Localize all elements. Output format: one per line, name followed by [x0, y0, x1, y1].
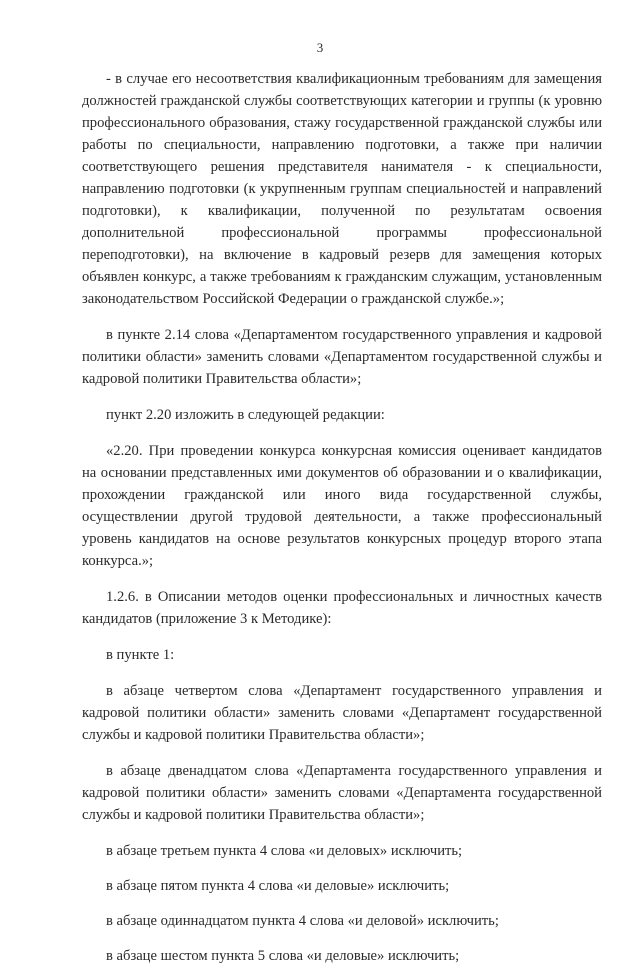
paragraph-point-5-sixth: в абзаце шестом пункта 5 слова «и деловые» исключить; — [106, 948, 460, 964]
paragraph-point-1: в пункте 1: — [106, 647, 175, 663]
paragraph-point-4-eleventh: в абзаце одиннадцатом пункта 4 слова «и деловой» исключить; — [106, 913, 499, 929]
paragraph-item-2-20-text: «2.20. При проведении конкурса конкурсная комиссия оценивает кандидатов на основании представленных ими документов об образовании и о квалификации, прохождении гражданской или иного вида государственной службы, осуществлении другой трудовой деятельности, а также профессиональный уровень кандидатов на основе результатов конкурсных процедур второго этапа конкурса.»; — [82, 443, 602, 569]
paragraph-item-1-2-6: 1.2.6. в Описании методов оценки профессиональных и личностных качеств кандидатов (приложение 3 к Методике): — [82, 589, 602, 627]
paragraph-item-2-14: в пункте 2.14 слова «Департаментом государственного управления и кадровой политики области» заменить словами «Департаментом государственной службы и кадровой политики Правительства области»; — [82, 327, 602, 387]
document-body — [82, 68, 602, 980]
paragraph-point-4-third: в абзаце третьем пункта 4 слова «и деловых» исключить; — [106, 843, 463, 859]
paragraph-point-4-fifth: в абзаце пятом пункта 4 слова «и деловые» исключить; — [106, 878, 450, 894]
page-number: 3 — [316, 40, 324, 55]
paragraph-fourth-abzac: в абзаце четвертом слова «Департамент государственного управления и кадровой политики области» заменить словами «Департамент государственной службы и кадровой политики Правительства области»; — [82, 683, 602, 743]
paragraph-item-2-20-intro: пункт 2.20 изложить в следующей редакции: — [106, 407, 385, 423]
paragraph-twelfth-abzac: в абзаце двенадцатом слова «Департамента государственного управления и кадровой политики области» заменить словами «Департамента государственной службы и кадровой политики Правительства области»; — [82, 763, 602, 823]
paragraph-qualification-requirements: - в случае его несоответствия квалификационным требованиям для замещения должностей гражданской службы соответствующих категории и группы (к уровню профессионального образования, стажу государственной гражданской службы или работы по специальности, направлению подготовки, а также при наличии соответствующего решения представителя нанимателя - к специальности, направлению подготовки (к укрупненным группам специальностей и направлений подготовки), к квалификации, полученной по результатам освоения дополнительной профессиональной программы профессиональной переподготовки), на включение в кадровый резерв для замещения которых объявлен конкурс, а также требованиям к гражданским служащим, установленным законодательством Российской Федерации о гражданской службе.»; — [82, 71, 602, 307]
